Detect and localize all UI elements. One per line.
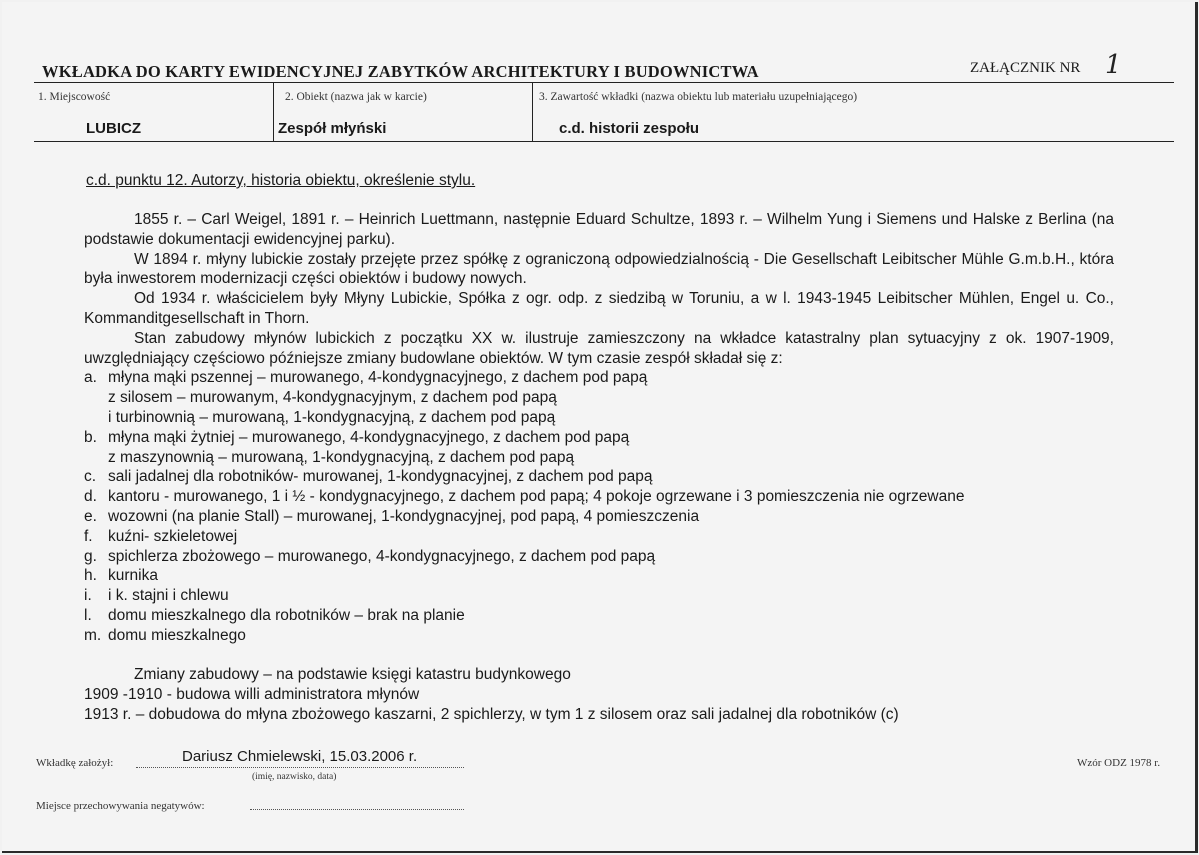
field-value-object: Zespół młyński — [278, 120, 387, 137]
list-item: f. kuźni- szkieletowej — [84, 527, 238, 545]
document-card — [2, 2, 1198, 853]
document-title: WKŁADKA DO KARTY EWIDENCYJNEJ ZABYTKÓW ARCHITEKTURY I BUDOWNICTWA — [42, 62, 759, 81]
list-item: c. sali jadalnej dla robotników- murowanej, 1-kondygnacyjnej, z dachem pod papą — [84, 468, 653, 486]
section-heading: c.d. punktu 12. Autorzy, historia obiektu, określenie stylu. — [86, 172, 476, 189]
changes-line: 1909 -1910 - budowa willi administratora młynów — [84, 686, 420, 704]
paragraph: W 1894 r. młyny lubickie zostały przejęte przez spółkę z ograniczoną odpowiedzialnością - Die Gesellschaft Leibitscher Mühle G.m.b.H., która była inwestorem modernizacji części obiektów i budowy nowych. — [84, 250, 1114, 288]
field-label-locality: 1. Miejscowość — [38, 91, 111, 103]
prepared-by-label: Wkładkę założył: — [36, 757, 114, 769]
field-value-content: c.d. historii zespołu — [559, 120, 700, 137]
header-rule — [34, 82, 1174, 83]
list-item-continuation: z silosem – murowanym, 4-kondygnacyjnym, z dachem pod papą — [108, 389, 557, 407]
changes-heading: Zmiany zabudowy – na podstawie księgi katastru budynkowego — [134, 666, 571, 684]
form-code: Wzór ODZ 1978 r. — [1077, 757, 1161, 769]
list-item: d. kantoru - murowanego, 1 i ½ - kondygnacyjnego, z dachem pod papą; 4 pokoje ogrzewane i 3 pomieszczenia nie ogrzewane — [84, 488, 965, 506]
field-divider-1 — [273, 83, 274, 141]
prepared-by-line — [136, 767, 464, 768]
list-item-continuation: i turbinownią – murowaną, 1-kondygnacyjną, z dachem pod papą — [108, 408, 556, 426]
changes-line: 1913 r. – dobudowa do młyna zbożowego kaszarni, 2 spichlerzy, w tym 1 z silosem oraz sali jadalnej dla robotników (c) — [84, 705, 899, 723]
paragraph: 1855 r. – Carl Weigel, 1891 r. – Heinrich Luettmann, następnie Eduard Schultze, 1893 r. – Wilhelm Yung i Siemens und Halske z Berlina (na podstawie dokumentacji ewidencyjnej parku). — [84, 211, 1114, 248]
prepared-by-caption: (imię, nazwisko, data) — [252, 772, 337, 782]
list-item: m. domu mieszkalnego — [84, 626, 246, 644]
list-item: h. kurnika — [84, 567, 158, 585]
history-body — [84, 210, 1114, 725]
field-label-content: 3. Zawartość wkładki (nazwa obiektu lub materiału uzupełniającego) — [539, 91, 858, 103]
field-divider-2 — [532, 83, 533, 141]
annex-number: 1 — [1105, 50, 1122, 80]
field-value-locality: LUBICZ — [86, 120, 141, 137]
list-item: e. wozowni (na planie Stall) – murowanej, 1-kondygnacyjnej, pod papą, 4 pomieszczenia — [84, 507, 700, 525]
list-item: g. spichlerza zbożowego – murowanego, 4-kondygnacyjnego, z dachem pod papą — [84, 547, 656, 565]
annex-label: ZAŁĄCZNIK NR — [970, 60, 1081, 76]
paragraph: Od 1934 r. właścicielem były Młyny Lubickie, Spółka z ogr. odp. z siedzibą w Toruniu, a w l. 1943-1945 Leibitscher Mühlen, Engel u. Co., Kommanditgesellschaft in Thorn. — [84, 290, 1114, 327]
paragraph: Stan zabudowy młynów lubickich z początku XX w. ilustruje zamieszczony na wkładce katastralny plan sytuacyjny z ok. 1907-1909, uwzględniający częściowo późniejsze zmiany budowlane obiektów. W tym czasie zespół składał się z: — [84, 329, 1114, 367]
fields-bottom-rule — [34, 141, 1174, 142]
list-item-continuation: z maszynownią – murowaną, 1-kondygnacyjną, z dachem pod papą — [108, 448, 575, 466]
prepared-by-value: Dariusz Chmielewski, 15.03.2006 r. — [182, 748, 418, 765]
building-list — [84, 368, 1114, 645]
storage-label: Miejsce przechowywania negatywów: — [36, 800, 205, 812]
list-item: l. domu mieszkalnego dla robotników – brak na planie — [84, 606, 465, 624]
field-label-object: 2. Obiekt (nazwa jak w karcie) — [285, 91, 427, 103]
list-item: a. młyna mąki pszennej – murowanego, 4-kondygnacyjnego, z dachem pod papą — [84, 369, 648, 387]
storage-line — [250, 809, 464, 810]
list-item: i. i k. stajni i chlewu — [84, 587, 229, 605]
list-item: b. młyna mąki żytniej – murowanego, 4-kondygnacyjnego, z dachem pod papą — [84, 428, 630, 446]
